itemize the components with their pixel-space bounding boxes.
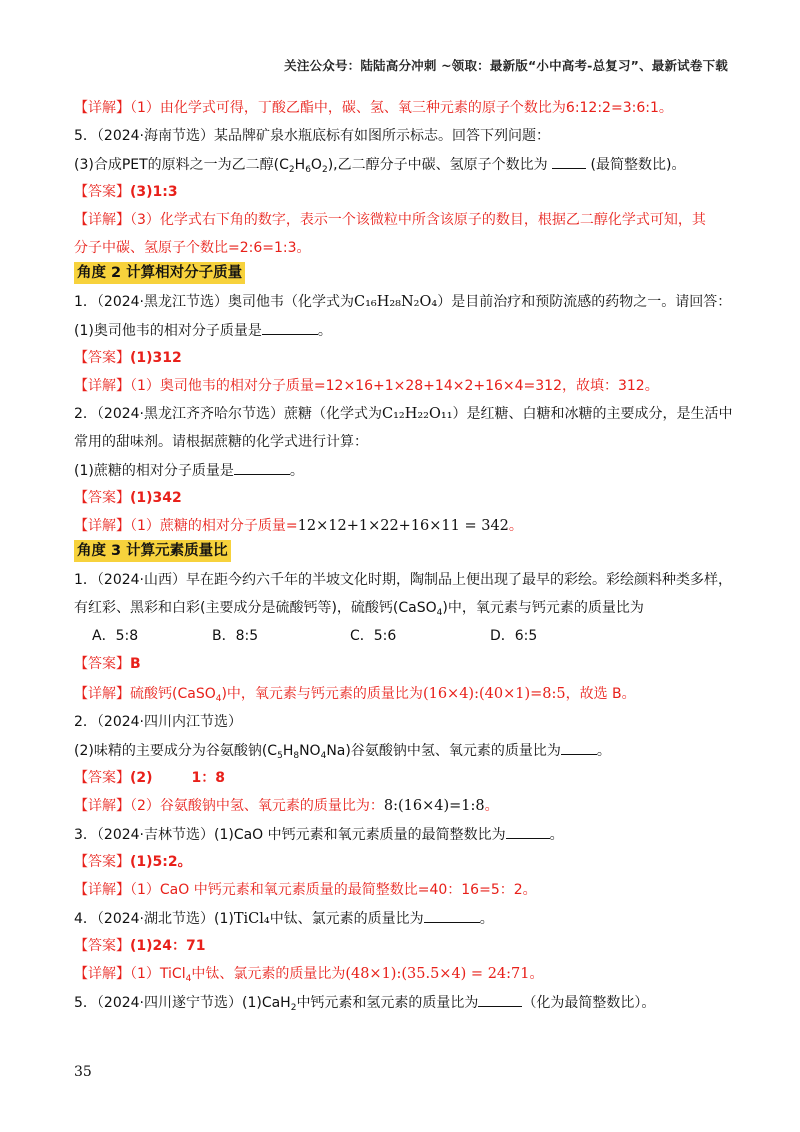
answer-blank [506, 824, 550, 839]
question-heading [74, 404, 733, 424]
answer-line [74, 182, 178, 202]
detail-tag: 【详解】 [74, 518, 130, 534]
options-row [92, 626, 537, 646]
math-expression: 8:(16×4)=1:8 [383, 798, 485, 814]
answer-blank [262, 320, 318, 335]
text: 。 [596, 743, 611, 759]
text: ）是目前治疗和预防流感的药物之一。请回答： [437, 294, 732, 310]
detail-tag: 【详解】 [74, 686, 130, 702]
answer-tag: 【答案】 [74, 938, 130, 954]
answer-tag: 【答案】 [74, 490, 130, 506]
text: 。 [317, 323, 332, 339]
question-subpart [74, 320, 332, 341]
answer-blank [424, 908, 480, 923]
answer-tag: 【答案】 [74, 770, 130, 786]
question-subpart [74, 154, 685, 175]
answer-line [74, 488, 182, 508]
chemical-formula: C₁₂H₂₂O₁₁ [382, 406, 453, 422]
text: （化为最简整数比）。 [522, 995, 656, 1011]
text: (最简整数比)。 [590, 157, 686, 173]
answer-line [74, 348, 182, 368]
subscript: 8 [293, 751, 300, 761]
detail-tag: 【详解】 [74, 798, 130, 814]
answer-line [74, 768, 225, 788]
chemical-formula: TiCl₄ [233, 911, 270, 927]
detail-line [74, 880, 537, 900]
detail-text: （3）化学式右下角的数字，表示一个该微粒中所含该原子的数目，根据乙二醇化学式可知，其 [130, 212, 706, 228]
question-subpart [74, 460, 304, 481]
answer-line [74, 936, 206, 956]
text: 4．（2024·湖北节选）(1) [74, 911, 234, 927]
question-heading: 1．（2024·山西）早在距今约六千年的半坡文化时期，陶制品上便出现了最早的彩绘。彩绘颜料种类多样， [74, 572, 732, 588]
detail-text: （1）CaO 中钙元素和氧元素质量的最简整数比=40：16=5：2。 [130, 882, 537, 898]
text: ，故选 B。 [565, 686, 636, 702]
section-heading-angle-3: 角度 3 计算元素质量比 [74, 540, 231, 562]
section-heading-angle-2: 角度 2 计算相对分子质量 [74, 262, 245, 284]
text: ）是红糖、白糖和冰糖的主要成分，是生活中 [452, 406, 733, 422]
text: 。 [484, 798, 499, 814]
answer-tag: 【答案】 [74, 184, 130, 200]
math-expression: (48×1):(35.5×4) = 24:71 [345, 966, 530, 982]
answer-tag: 【答案】 [74, 350, 130, 366]
detail-text: （1）奥司他韦的相对分子质量=12×16+1×28+14×2+16×4=312，故填：312。 [130, 378, 659, 394]
text: 。 [289, 463, 304, 479]
text: 2．（2024·黑龙江齐齐哈尔节选）蔗糖（化学式为 [74, 406, 382, 422]
text: )中，氧元素与钙元素的质量比为 [442, 600, 644, 616]
detail-text: )中，氧元素与钙元素的质量比为 [221, 686, 423, 702]
question-heading-continued: 常用的甜味剂。请根据蔗糖的化学式进行计算： [74, 434, 368, 450]
detail-text: （1）由化学式可得，丁酸乙酯中，碳、氢、氧三种元素的原子个数比为6:12:2=3:6:1。 [130, 100, 673, 116]
answer-blank [234, 460, 290, 475]
text: H [282, 743, 294, 759]
text: 中钛、氯元素的质量比为 [269, 911, 424, 927]
text: Na)谷氨酸钠中氢、氧元素的质量比为 [326, 743, 561, 759]
question-heading [74, 824, 564, 845]
text: 中钙元素和氢元素的质量比为 [296, 995, 479, 1011]
page-header: 关注公众号：陆陆高分冲刺 ~领取：最新版“小中高考-总复习”、最新试卷下载 [284, 58, 728, 73]
detail-text: 硫酸钙(CaSO [130, 686, 216, 702]
question-heading: 2．（2024·四川内江节选） [74, 714, 242, 730]
text: (1)蔗糖的相对分子质量是 [74, 463, 234, 479]
answer-line [74, 852, 192, 872]
subscript: 6 [305, 165, 311, 175]
text: 3．（2024·吉林节选）(1)CaO 中钙元素和氧元素质量的最简整数比为 [74, 827, 506, 843]
answer-text: (1)5:2。 [130, 854, 192, 870]
detail-tag: 【详解】 [74, 966, 130, 982]
question-subpart [74, 740, 611, 761]
detail-text: （1）蔗糖的相对分子质量= [130, 518, 298, 534]
question-heading-continued [74, 598, 644, 618]
text: 。 [479, 911, 494, 927]
subscript: 4 [320, 751, 327, 761]
detail-text: 中钛、氯元素的质量比为 [191, 966, 346, 982]
subscript: 5 [277, 751, 283, 761]
option-c: C．5:6 [350, 628, 397, 644]
math-expression: 12×12+1×22+16×11 = 342 [297, 518, 509, 534]
answer-blank [552, 154, 586, 169]
detail-line [74, 210, 706, 230]
answer-line [74, 654, 141, 674]
detail-text: （2）谷氨酸钠中氢、氧元素的质量比为： [130, 798, 384, 814]
answer-text: (1)24：71 [130, 938, 206, 954]
text: 1．（2024·黑龙江节选）奥司他韦（化学式为 [74, 294, 354, 310]
answer-blank [561, 740, 597, 755]
text: 。 [508, 518, 523, 534]
detail-tag: 【详解】 [74, 212, 130, 228]
detail-line [74, 964, 543, 984]
answer-text: (2) 1：8 [130, 770, 226, 786]
answer-text: (1)312 [130, 350, 182, 366]
page-number: 35 [74, 1064, 92, 1080]
detail-tag: 【详解】 [74, 882, 130, 898]
text: O [310, 157, 322, 173]
answer-blank [478, 992, 522, 1007]
answer-text: B [130, 656, 141, 672]
subscript: 2 [288, 165, 295, 175]
detail-line [74, 684, 636, 704]
subscript: 4 [215, 694, 222, 704]
chemical-formula: C₁₆H₂₈N₂O₄ [354, 294, 438, 310]
question-heading [74, 992, 655, 1013]
option-b: B．8:5 [212, 628, 259, 644]
detail-tag: 【详解】 [74, 378, 130, 394]
option-d: D．6:5 [490, 628, 538, 644]
subscript: 2 [290, 1003, 297, 1013]
text: ),乙二醇分子中碳、氢原子个数比为 [327, 157, 548, 173]
answer-text: (1)342 [130, 490, 182, 506]
question-heading [74, 908, 494, 929]
answer-tag: 【答案】 [74, 656, 130, 672]
math-expression: (16×4):(40×1)=8:5 [422, 686, 566, 702]
text: H [294, 157, 306, 173]
option-a: A．5:8 [92, 628, 139, 644]
detail-text: （1）TiCl [130, 966, 186, 982]
text: (1)奥司他韦的相对分子质量是 [74, 323, 262, 339]
question-heading [74, 292, 731, 312]
detail-line [74, 376, 659, 396]
answer-text: (3)1:3 [130, 184, 178, 200]
text: NO [299, 743, 321, 759]
detail-line [74, 516, 523, 536]
text: 。 [529, 966, 544, 982]
subscript: 4 [436, 608, 443, 618]
question-heading: 5．（2024·海南节选）某品牌矿泉水瓶底标有如图所示标志。回答下列问题： [74, 128, 550, 144]
detail-line-continued: 分子中碳、氢原子个数比=2:6=1:3。 [74, 240, 311, 256]
detail-tag: 【详解】 [74, 100, 130, 116]
text: 有红彩、黑彩和白彩(主要成分是硫酸钙等)，硫酸钙(CaSO [74, 600, 437, 616]
text: (3)合成PET的原料之一为乙二醇(C [74, 157, 289, 173]
detail-line [74, 98, 673, 118]
subscript: 4 [185, 974, 192, 984]
detail-line [74, 796, 499, 816]
text: (2)味精的主要成分为谷氨酸钠(C [74, 743, 278, 759]
subscript: 2 [321, 165, 328, 175]
answer-tag: 【答案】 [74, 854, 130, 870]
text: 5．（2024·四川遂宁节选）(1)CaH [74, 995, 291, 1011]
text: 。 [549, 827, 564, 843]
